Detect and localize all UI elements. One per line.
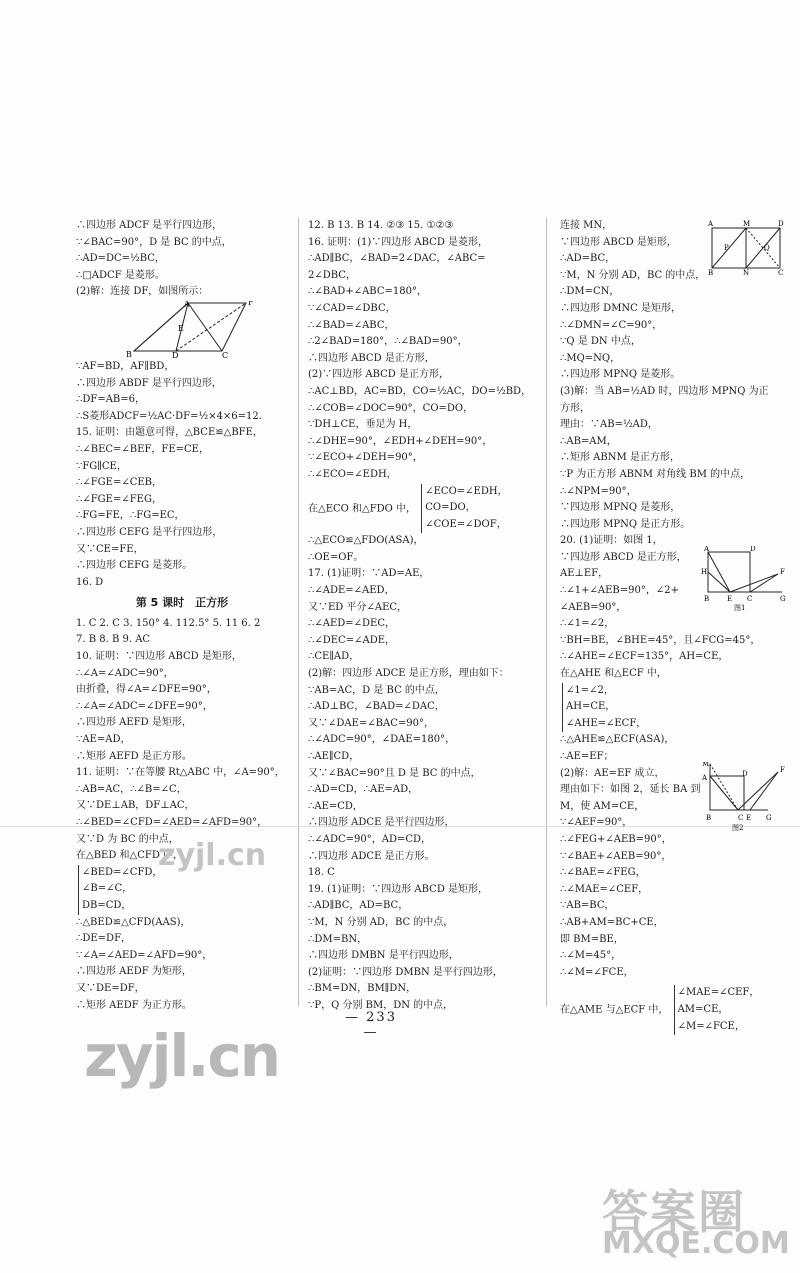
text-line: ∴□ADCF 是菱形。 — [76, 269, 165, 281]
text-line: ∵∠BAC=90°，D 是 BC 的中点， — [76, 236, 232, 248]
text-line: ∴AD∥BC，∠BAD=2∠DAC，∠ABC= — [308, 253, 486, 265]
text-line: ∵∠ECO+∠DEH=90°， — [308, 452, 423, 464]
text-line: ∴CE∥AD， — [308, 651, 360, 663]
text-line: ∴四边形 ADCF 是平行四边形， — [76, 220, 223, 231]
text-line: ∴四边形 MPNQ 是正方形。 — [560, 518, 691, 530]
text-line: ∴OE=OF。 — [308, 551, 364, 563]
text-line: 又∵∠DAE=∠BAC=90°， — [308, 717, 435, 729]
text-line: ∴∠FGE=∠FEG， — [76, 493, 162, 505]
text-line: ∴BM=DN，BM∥DN， — [308, 983, 417, 995]
text-line: ∴∠ADC=90°，∠DAE=180°， — [308, 734, 456, 746]
text-line: 12. B 13. B 14. ②③ 15. ①②③ — [308, 220, 454, 231]
text-line: ∵四边形 ABCD 是矩形， — [560, 236, 677, 248]
text-line: ∵M，N 分别 AD，BC 的中点， — [560, 269, 706, 281]
svg-text:D: D — [778, 220, 784, 228]
text-line: ∴∠BED=∠CFD=∠AED=∠AFD=90°， — [76, 817, 268, 828]
svg-text:E: E — [746, 814, 752, 822]
page-number: — 233 — — [345, 1010, 397, 1040]
text-line: ∴DE=DF， — [76, 933, 132, 945]
text-line: ∴AE=CD， — [308, 800, 363, 812]
text-line: ∴S菱形ADCF=½AC·DF=½×4×6=12. — [76, 410, 262, 422]
text-line: ∵四边形 ABCD 是正方形， — [560, 551, 687, 563]
svg-text:B: B — [704, 595, 710, 603]
brace-item: ∠MAE=∠CEF， — [677, 987, 760, 999]
watermark: MXQE.COM — [602, 1226, 790, 1261]
svg-text:G: G — [766, 814, 772, 822]
text-line: ∴AB+AM=BC+CE， — [560, 916, 664, 928]
text-line: 又∵ED 平分∠AEC， — [308, 601, 408, 613]
text-line: ∴AE∥CD， — [308, 751, 360, 762]
text-line: ∴DF=AB=6， — [76, 394, 146, 406]
watermark: zyjl.cn — [84, 1022, 280, 1090]
text-line: ∴∠ECO=∠EDH， — [308, 468, 397, 480]
text-line: ∵AB=BC， — [560, 900, 615, 912]
brace-item: ∠COE=∠DOF， — [425, 518, 507, 530]
svg-text:C: C — [222, 350, 229, 359]
text-line: ∴∠DHE=90°，∠EDH+∠DEH=90°， — [308, 435, 493, 447]
text-line: ∴∠M=45°， — [560, 950, 622, 962]
parallelogram-figure — [76, 301, 288, 359]
text-line: ∴四边形 CEFG 是平行四边形， — [76, 526, 223, 538]
text-line: 19. (1)证明：∵四边形 ABCD 是矩形， — [308, 883, 489, 895]
text-line: ∴FG=FE，∴FG=EC， — [76, 510, 185, 522]
text-line: ∴∠1+∠AEB=90°，∠2+ — [560, 585, 679, 597]
column-1 — [76, 218, 288, 1014]
text-line: 20. (1)证明：如图 1， — [560, 535, 663, 547]
text-line: ∴四边形 DMBN 是平行四边形， — [308, 950, 459, 962]
text-line: ∴∠COB=∠DOC=90°，CO=DO， — [308, 402, 474, 414]
text-line: ∴∠BAE=∠FEG， — [560, 867, 646, 879]
svg-text:C: C — [747, 595, 753, 603]
text-line: ∴四边形 ABCD 是正方形， — [308, 352, 435, 364]
text-line: 18. C — [308, 867, 335, 879]
text-line: ∴四边形 AEFD 是矩形， — [76, 717, 192, 729]
text-line: 方形， — [560, 402, 590, 414]
text-line: ∵AE=AD， — [76, 734, 131, 746]
text-line: ∴∠MAE=∠CEF， — [560, 883, 649, 895]
column-divider — [298, 218, 299, 1006]
figure-2-label: 图2 — [732, 824, 744, 832]
svg-text:C: C — [778, 269, 784, 276]
text-line: ∴∠AED=∠DEC， — [308, 618, 396, 630]
svg-text:C: C — [738, 814, 744, 822]
text-line: 又∵DE⊥AB，DF⊥AC， — [76, 800, 195, 812]
text-line: (2)证明：∵四边形 DMBN 是平行四边形， — [308, 966, 503, 978]
column-2 — [308, 218, 534, 1015]
text-line: ∴矩形 AEDF 为正方形。 — [76, 999, 192, 1011]
text-line: ∠AEB=90°， — [560, 601, 627, 613]
svg-text:H: H — [701, 568, 708, 576]
column-3 — [560, 218, 786, 1035]
text-line: ∴∠BAD=∠ABC， — [308, 319, 395, 331]
text-line: ∴四边形 CEFG 是菱形。 — [76, 560, 193, 572]
text-line: ∵M，N 分别 AD，BC 的中点， — [308, 916, 454, 928]
text-line: 由折叠，得∠A=∠DFE=90°， — [76, 684, 217, 696]
text-line: ∵Q 是 DN 中点， — [560, 336, 641, 348]
text-line: 又∵DE=DF， — [76, 982, 145, 994]
brace-prefix: 在△ECO 和△FDO 中， — [308, 502, 417, 514]
text-line: ∵BH=BE，∠BHE=45°，且∠FCG=45°， — [560, 634, 761, 646]
text-line: 即 BM=BE， — [560, 933, 624, 945]
text-line: ∴∠NPM=90°， — [560, 485, 637, 497]
brace-item: CO=DO， — [425, 502, 476, 514]
text-line: ∴四边形 ABDF 是平行四边形， — [76, 377, 222, 389]
text-line: ∴∠BEC=∠BEF，FE=CE， — [76, 443, 209, 455]
brace-item: AH=CE， — [566, 701, 616, 713]
text-line: M，使 AM=CE， — [560, 800, 645, 812]
text-line: ∴△BED≌△CFD(AAS)， — [76, 916, 191, 928]
text-line: ∴AD∥BC，AD=BC， — [308, 900, 409, 912]
text-line: ∴AB=AC，∴∠B=∠C， — [76, 783, 187, 795]
svg-text:A: A — [704, 546, 710, 553]
congruence-brace — [562, 683, 646, 733]
text-line: ∴∠A=∠ADC=90°， — [76, 667, 174, 679]
svg-text:D: D — [172, 350, 179, 359]
brace-item: AM=CE， — [677, 1003, 729, 1015]
text-line: 16. 证明：(1)∵四边形 ABCD 是菱形， — [308, 236, 489, 248]
svg-text:G: G — [780, 595, 786, 603]
text-line: ∴MQ=NQ， — [560, 352, 621, 364]
svg-text:A: A — [184, 300, 190, 309]
text-line: (2)解：AE=EF 成立， — [560, 767, 665, 779]
text-line: ∴DM=BN， — [308, 933, 368, 945]
svg-text:Q: Q — [764, 244, 770, 252]
text-line: ∵DH⊥CE，垂足为 H， — [308, 419, 418, 431]
svg-text:F: F — [248, 300, 254, 307]
section-title: 第 5 课时 正方形 — [135, 596, 229, 610]
congruence-brace — [674, 985, 760, 1035]
brace-item: DB=CD， — [82, 899, 132, 911]
svg-text:N: N — [743, 269, 750, 276]
text-line: ∴四边形 DMNC 是矩形， — [560, 302, 682, 314]
text-line: ∵AB=AC，D 是 BC 的中点， — [308, 684, 445, 696]
svg-text:A: A — [702, 774, 708, 782]
text-line: ∵∠AEF=90°， — [560, 817, 633, 829]
text-line: 7. B 8. B 9. AC — [76, 634, 151, 646]
text-line: ∴∠M=∠FCE， — [560, 966, 634, 978]
svg-text:P: P — [724, 244, 729, 252]
svg-text:E: E — [727, 595, 733, 603]
text-line: ∴∠ADE=∠AED， — [308, 585, 395, 597]
brace-item: ∠1=∠2， — [566, 684, 614, 696]
rectangle-figure — [708, 220, 784, 276]
text-line: ∴AD=DC=½BC， — [76, 253, 165, 265]
text-line: ∴矩形 ABNM 是正方形， — [560, 452, 680, 464]
figure-2 — [702, 762, 786, 834]
figure-1 — [700, 546, 786, 612]
text-line: ∴∠FEG+∠AEB=90°， — [560, 833, 672, 845]
svg-text:B: B — [126, 349, 132, 359]
text-line: ∵AF=BD，AF∥BD， — [76, 360, 175, 372]
text-line: 在△AHE 和△ECF 中， — [560, 668, 667, 680]
text-line: ∴四边形 AEDF 为矩形， — [76, 966, 192, 978]
svg-text:D: D — [750, 546, 756, 553]
text-line: ∴△AHE≌△ECF(ASA)， — [560, 734, 675, 746]
text-line: ∴2∠BAD=180°，∴∠BAD=90°， — [308, 336, 468, 348]
svg-text:F: F — [780, 766, 785, 774]
text-line: ∴四边形 MPNQ 是菱形。 — [560, 369, 681, 381]
svg-text:B: B — [708, 269, 714, 276]
text-line: ∴四边形 ADCE 是平行四边形， — [308, 817, 455, 829]
text-line: (2)∵四边形 ABCD 是正方形， — [308, 369, 449, 381]
text-line: ∵P，Q 分别 BM，DN 的中点， — [308, 999, 454, 1011]
column-divider — [546, 218, 547, 1006]
text-line: ∴∠DMN=∠C=90°， — [560, 319, 663, 331]
svg-text:D: D — [742, 770, 748, 778]
text-line: ∴∠AHE=∠ECF=135°，AH=CE， — [560, 651, 729, 663]
text-line: 15. 证明：由题意可得，△BCE≌△BFE， — [76, 427, 263, 439]
text-line: ∵P 为正方形 ABNM 对角线 BM 的中点， — [560, 468, 751, 480]
watermark: 答案圈 — [602, 1185, 746, 1239]
text-line: ∴∠FGE=∠CEB， — [76, 477, 163, 489]
watermark: zyjl.cn — [158, 838, 267, 873]
congruence-brace — [78, 865, 162, 915]
text-line: ∵FG∥CE， — [76, 460, 127, 472]
text-line: ∵∠CAD=∠DBC， — [308, 302, 396, 314]
text-line: (3)解：当 AB=½AD 时，四边形 MPNQ 为正 — [560, 385, 769, 397]
text-line: ∵∠BAE+∠AEB=90°， — [560, 850, 672, 862]
text-line: (2)解：四边形 ADCE 是正方形，理由如下： — [308, 668, 509, 680]
text-line: 又∵CE=FE， — [76, 543, 144, 555]
brace-item: ∠B=∠C， — [82, 883, 133, 895]
svg-text:F: F — [780, 568, 785, 576]
text-line: 10. 证明：∵四边形 ABCD 是矩形， — [76, 651, 242, 663]
text-line: ∴四边形 ADCE 是正方形。 — [308, 850, 435, 862]
svg-text:B: B — [706, 814, 712, 822]
text-line: ∴∠ADC=90°，AD=CD， — [308, 833, 432, 845]
svg-text:E: E — [178, 323, 184, 333]
text-line: ∴AD=CD，∴AE=AD， — [308, 784, 419, 796]
text-line: 又∵∠BAC=90°且 D 是 BC 的中点， — [308, 767, 481, 779]
text-line: ∴AD=BC， — [560, 253, 616, 265]
text-line: ∴∠BAD+∠ABC=180°， — [308, 286, 427, 298]
text-line: 16. D — [76, 576, 104, 588]
text-line: ∴AC⊥BD，AC=BD，CO=½AC，DO=½BD， — [308, 385, 532, 397]
text-line: ∴AB=AM， — [560, 435, 617, 447]
brace-item: ∠ECO=∠EDH， — [425, 485, 508, 497]
text-line: 11. 证明：∵在等腰 Rt△ABC 中，∠A=90°， — [76, 767, 285, 779]
text-line: ∴矩形 AEFD 是正方形。 — [76, 750, 192, 762]
text-line: 17. (1)证明：∵AD=AE， — [308, 568, 430, 580]
figure-1-label: 图1 — [734, 604, 746, 612]
svg-text:M: M — [702, 762, 710, 768]
text-line: ∴∠A=∠ADC=∠DFE=90°， — [76, 700, 213, 712]
text-line: 1. C 2. C 3. 150° 4. 112.5° 5. 11 6. 2 — [76, 617, 261, 629]
text-line: ∴AE=EF； — [560, 751, 614, 762]
text-line: ∵四边形 MPNQ 是菱形， — [560, 502, 681, 514]
brace-item: ∠M=∠FCE， — [677, 1020, 745, 1032]
text-line: ∵∠A=∠AED=∠AFD=90°， — [76, 949, 213, 961]
text-line: 理由：∵AB=½AD， — [560, 419, 658, 431]
text-line: ∴DM=CN， — [560, 286, 620, 298]
congruence-block — [560, 985, 786, 1035]
text-line: ∴∠DEC=∠ADE， — [308, 634, 396, 646]
text-line: ∴△ECO≌△FDO(ASA)， — [308, 535, 424, 547]
brace-prefix: 在△AME 与△ECF 中， — [560, 1004, 669, 1016]
text-line: AE⊥EF， — [560, 568, 609, 580]
svg-text:M: M — [743, 220, 751, 228]
congruence-block — [308, 484, 534, 534]
brace-item: ∠AHE=∠ECF， — [566, 717, 647, 729]
text-line: ∴∠1=∠2， — [560, 618, 615, 630]
text-line: 又∵D 为 BC 的中点， — [76, 833, 179, 845]
text-line: 2∠DBC， — [308, 269, 356, 281]
text-line: 在△BED 和△CFD 中， — [76, 850, 184, 862]
text-line: 连接 MN， — [560, 220, 613, 231]
svg-text:A: A — [708, 220, 714, 228]
text-line: ∴AD⊥BC，∠BAD=∠DAC， — [308, 701, 445, 713]
text-line: (2)解：连接 DF，如图所示： — [76, 286, 209, 298]
brace-item: ∠BED=∠CFD， — [82, 866, 163, 878]
congruence-brace — [421, 484, 507, 534]
text-line: 理由如下：如图 2，延长 BA 到 — [560, 784, 701, 796]
